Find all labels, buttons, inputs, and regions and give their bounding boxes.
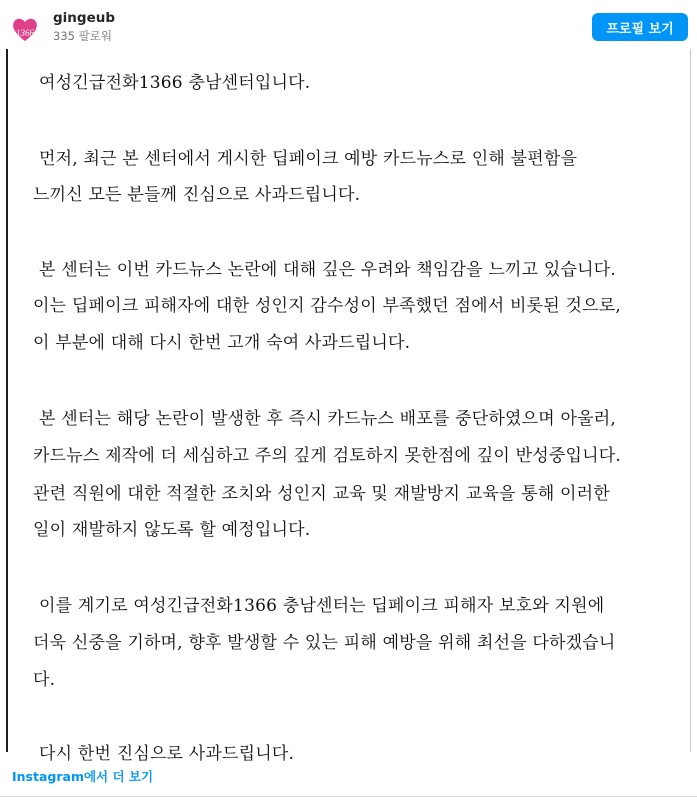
footer-divider [0, 796, 697, 797]
image-right-border [690, 49, 691, 752]
username[interactable]: gingeub [53, 10, 115, 26]
post-text-line: 이 부분에 대해 다시 한번 고개 숙여 사과드립니다. [33, 333, 411, 353]
view-more-on-instagram-link[interactable]: Instagram에서 더 보기 [12, 769, 154, 784]
post-text-line: 여성긴급전화1366 충남센터입니다. [39, 73, 311, 93]
post-text-line: 본 센터는 해당 논란이 발생한 후 즉시 카드뉴스 배포를 중단하였으며 아울러, [39, 409, 616, 429]
post-text-line: 본 센터는 이번 카드뉴스 논란에 대해 깊은 우려와 책임감을 느끼고 있습니다. [39, 260, 616, 280]
view-profile-button[interactable]: 프로필 보기 [592, 13, 688, 41]
image-left-border [6, 49, 8, 752]
follower-count: 335 팔로워 [53, 29, 112, 43]
post-image[interactable] [0, 49, 697, 764]
post-text-line: 일이 재발하지 않도록 할 예정입니다. [33, 520, 311, 540]
post-text-line: 카드뉴스 제작에 더 세심하고 주의 깊게 검토하지 못한점에 깊이 반성중입니다. [33, 446, 621, 466]
heart-logo-icon [8, 12, 42, 46]
post-text-line: 이는 딥페이크 피해자에 대한 성인지 감수성이 부족했던 점에서 비롯된 것으로, [33, 296, 621, 316]
embed-header [0, 0, 697, 48]
post-text-line: 먼저, 최근 본 센터에서 게시한 딥페이크 예방 카드뉴스로 인해 불편함을 [39, 149, 578, 169]
post-text-line: 다시 한번 진심으로 사과드립니다. [39, 744, 295, 764]
post-text-line: 더욱 신중을 기하며, 향후 발생할 수 있는 피해 예방을 위해 최선을 다하겠습니 [33, 633, 616, 653]
post-text-line: 이를 계기로 여성긴급전화1366 충남센터는 딥페이크 피해자 보호와 지원에 [39, 596, 605, 616]
post-text-line: 관련 직원에 대한 적절한 조치와 성인지 교육 및 재발방지 교육을 통해 이러한 [33, 484, 610, 504]
avatar[interactable] [8, 12, 42, 46]
post-text-line: 느끼신 모든 분들께 진심으로 사과드립니다. [33, 185, 361, 205]
avatar-text: 1366 [16, 28, 34, 38]
post-text-line: 다. [33, 670, 56, 690]
